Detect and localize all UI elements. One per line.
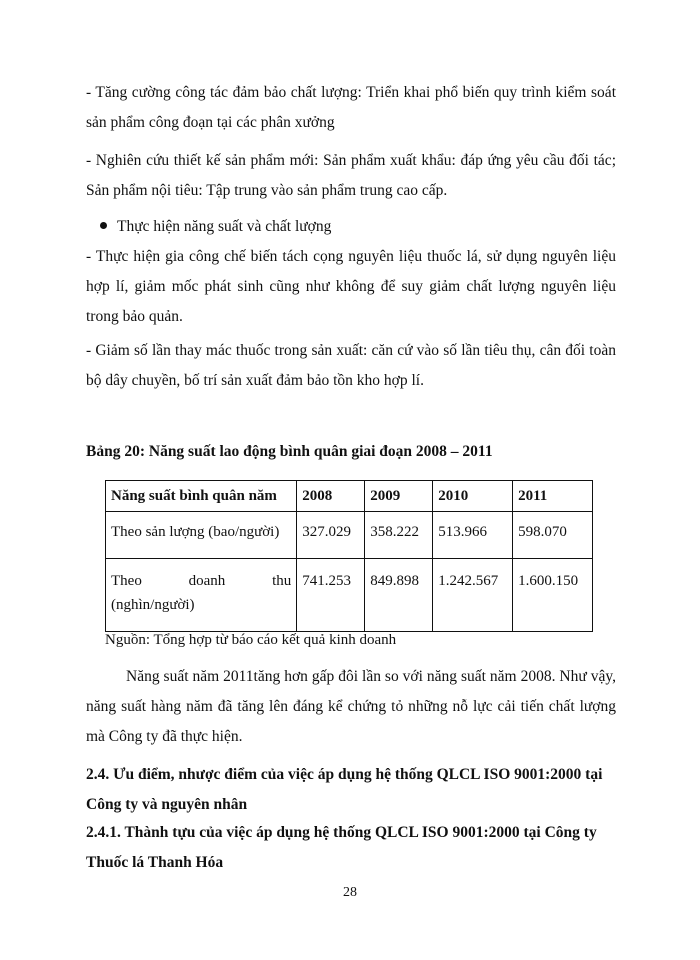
table-cell-word: thu <box>272 573 292 589</box>
section-heading-2-4: 2.4. Ưu điểm, nhược điểm của việc áp dụng hệ thống QLCL ISO 9001:2000 tại Công ty và nguyên nhân <box>86 766 603 813</box>
paragraph-quality-assurance: - Tăng cường công tác đảm bảo chất lượng: Triển khai phổ biến quy trình kiểm soát sản phẩm công đoạn tại các phân xưởng <box>86 84 616 131</box>
table-row <box>106 559 593 632</box>
table-row <box>106 512 593 559</box>
table-cell: 327.029 <box>297 512 365 559</box>
table-cell: 741.253 <box>297 559 365 632</box>
table-header-row <box>106 481 593 512</box>
table-header-cell: 2008 <box>297 481 365 512</box>
paragraph-new-product-research: - Nghiên cứu thiết kế sản phẩm mới: Sản phẩm xuất khẩu: đáp ứng yêu cầu đối tác; Sản phẩm nội tiêu: Tập trung vào sản phẩm trung cao cấp. <box>86 152 616 199</box>
bullet-item <box>100 212 331 242</box>
page-number: 28 <box>343 885 357 900</box>
paragraph-production-changes: - Giảm số lần thay mác thuốc trong sản xuất: căn cứ vào số lần tiêu thụ, cân đối toàn bộ dây chuyền, bố trí sản xuất đảm bảo tồn kho hợp lí. <box>86 342 616 389</box>
bullet-text: Thực hiện năng suất và chất lượng <box>117 218 332 235</box>
table-cell: Theo sản lượng (bao/người) <box>106 512 297 559</box>
table-header-cell: 2011 <box>513 481 593 512</box>
table-header-cell: 2010 <box>433 481 513 512</box>
table-caption: Bảng 20: Năng suất lao động bình quân giai đoạn 2008 – 2011 <box>86 443 493 460</box>
table-cell-word: Theo <box>111 573 142 589</box>
table-header-cell: Năng suất bình quân năm <box>106 481 297 512</box>
paragraph-raw-material: - Thực hiện gia công chế biến tách cọng nguyên liệu thuốc lá, sử dụng nguyên liệu hợp lí, giảm mốc phát sinh cũng như không để suy giảm chất lượng nguyên liệu trong bảo quản. <box>86 248 616 325</box>
table-cell: 598.070 <box>513 512 593 559</box>
productivity-table <box>105 480 593 632</box>
bullet-dot-icon <box>100 222 107 229</box>
paragraph-productivity-summary: Năng suất năm 2011tăng hơn gấp đôi lần so với năng suất năm 2008. Như vậy, năng suất hàng năm đã tăng lên đáng kể chứng tỏ những nỗ lực cải tiến chất lượng mà Công ty đã thực hiện. <box>86 668 616 745</box>
table-cell: 358.222 <box>365 512 433 559</box>
table-cell-word: doanh <box>188 573 226 589</box>
table-source: Nguồn: Tổng hợp từ báo cáo kết quả kinh doanh <box>105 632 397 648</box>
table-cell <box>106 559 297 632</box>
table-cell: 513.966 <box>433 512 513 559</box>
table-cell-label-line <box>111 569 291 593</box>
table-cell-unit: (nghìn/người) <box>111 597 195 613</box>
table-cell: 849.898 <box>365 559 433 632</box>
table-cell: 1.600.150 <box>513 559 593 632</box>
table-cell: 1.242.567 <box>433 559 513 632</box>
table-header-cell: 2009 <box>365 481 433 512</box>
section-heading-2-4-1: 2.4.1. Thành tựu của việc áp dụng hệ thống QLCL ISO 9001:2000 tại Công ty Thuốc lá Thanh Hóa <box>86 824 597 871</box>
